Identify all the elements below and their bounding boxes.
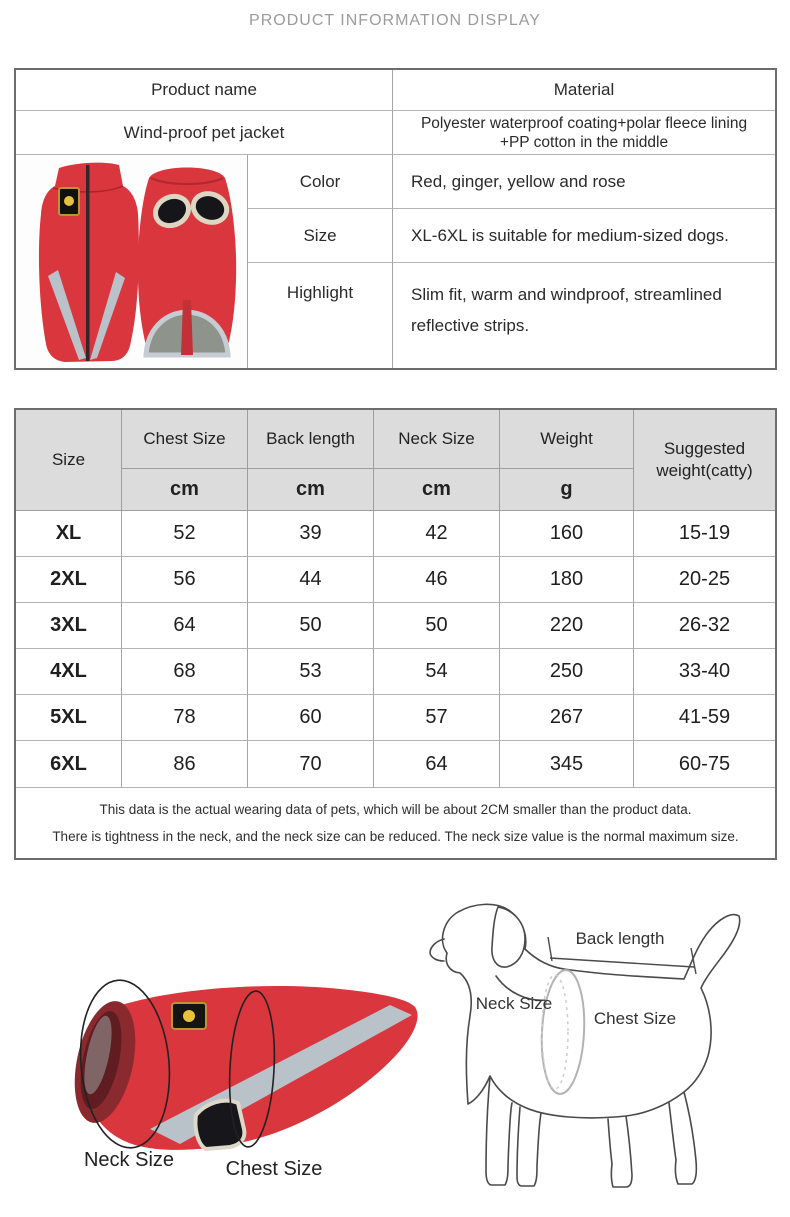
table-cell: 4XL [16, 649, 122, 695]
col-header-suggested: Suggested weight(catty) [634, 410, 775, 511]
dog-chest-size-label: Chest Size [593, 1009, 677, 1028]
back-length-label: Back length [575, 929, 665, 948]
unit-weight: g [500, 469, 634, 511]
table-cell: 70 [248, 741, 374, 788]
paw-icon [64, 196, 74, 206]
material-header: Material [393, 70, 775, 111]
table-cell: 52 [122, 511, 248, 557]
table-cell: 6XL [16, 741, 122, 788]
col-header-weight: Weight [500, 410, 634, 469]
product-name-value: Wind-proof pet jacket [16, 111, 393, 155]
unit-back: cm [248, 469, 374, 511]
dog-rear-leg [608, 1116, 632, 1187]
table-cell: 54 [374, 649, 500, 695]
material-value-line1: Polyester waterproof coating+polar fleece lining [420, 114, 748, 132]
dog-ear [492, 907, 525, 967]
size-chart-table [14, 408, 777, 860]
armhole [195, 1101, 244, 1149]
table-cell: 57 [374, 695, 500, 741]
dog-neck-size-label: Neck Size [475, 994, 553, 1013]
note-line1: This data is the actual wearing data of pets, which will be about 2CM smaller than the product data. [99, 802, 692, 817]
table-cell: 60 [248, 695, 374, 741]
size-table-note [16, 788, 775, 858]
product-photo-back-view [38, 163, 138, 362]
size-value: XL-6XL is suitable for medium-sized dogs. [393, 209, 775, 263]
table-cell: 3XL [16, 603, 122, 649]
material-value [393, 111, 775, 155]
highlight-value: Slim fit, warm and windproof, streamlined reflective strips. [411, 285, 722, 335]
color-label: Color [248, 155, 393, 209]
product-photo [17, 156, 247, 367]
material-value-line2: +PP cotton in the middle [499, 133, 669, 151]
table-cell: 86 [122, 741, 248, 788]
table-cell: 41-59 [634, 695, 775, 741]
table-cell: 39 [248, 511, 374, 557]
table-cell: 26-32 [634, 603, 775, 649]
table-cell: 46 [374, 557, 500, 603]
paw-icon [183, 1010, 195, 1022]
table-cell: 42 [374, 511, 500, 557]
unit-chest: cm [122, 469, 248, 511]
table-cell: 64 [374, 741, 500, 788]
size-label: Size [248, 209, 393, 263]
table-cell: 64 [122, 603, 248, 649]
table-cell: 267 [500, 695, 634, 741]
table-cell: 60-75 [634, 741, 775, 788]
col-header-size: Size [16, 410, 122, 511]
table-cell: 50 [374, 603, 500, 649]
jacket-neck-size-label: Neck Size [83, 1149, 175, 1171]
table-cell: 345 [500, 741, 634, 788]
table-cell: 15-19 [634, 511, 775, 557]
table-cell: 20-25 [634, 557, 775, 603]
table-cell: 250 [500, 649, 634, 695]
table-cell: 5XL [16, 695, 122, 741]
col-header-back: Back length [248, 410, 374, 469]
product-name-header: Product name [16, 70, 393, 111]
dog-front-leg [517, 1107, 541, 1186]
unit-neck: cm [374, 469, 500, 511]
col-header-neck: Neck Size [374, 410, 500, 469]
page-title: PRODUCT INFORMATION DISPLAY [249, 12, 541, 29]
note-line2: There is tightness in the neck, and the neck size can be reduced. The neck size value is the normal maximum size. [52, 829, 739, 844]
table-cell: 180 [500, 557, 634, 603]
table-cell: 53 [248, 649, 374, 695]
table-cell: 78 [122, 695, 248, 741]
product-info-table [14, 68, 777, 370]
table-cell: 68 [122, 649, 248, 695]
table-cell: 2XL [16, 557, 122, 603]
table-cell: XL [16, 511, 122, 557]
color-value: Red, ginger, yellow and rose [393, 155, 775, 209]
table-cell: 56 [122, 557, 248, 603]
dog-rear-leg [669, 1092, 696, 1184]
product-photo-cell [16, 155, 248, 368]
table-cell: 33-40 [634, 649, 775, 695]
jacket-chest-size-label: Chest Size [225, 1158, 323, 1180]
col-header-chest: Chest Size [122, 410, 248, 469]
table-cell: 50 [248, 603, 374, 649]
table-cell: 160 [500, 511, 634, 557]
table-cell: 44 [248, 557, 374, 603]
product-photo-front-view [137, 168, 235, 357]
highlight-label: Highlight [248, 263, 393, 368]
measurement-diagram [0, 877, 790, 1217]
jacket-side-photo [65, 976, 418, 1151]
table-cell: 220 [500, 603, 634, 649]
